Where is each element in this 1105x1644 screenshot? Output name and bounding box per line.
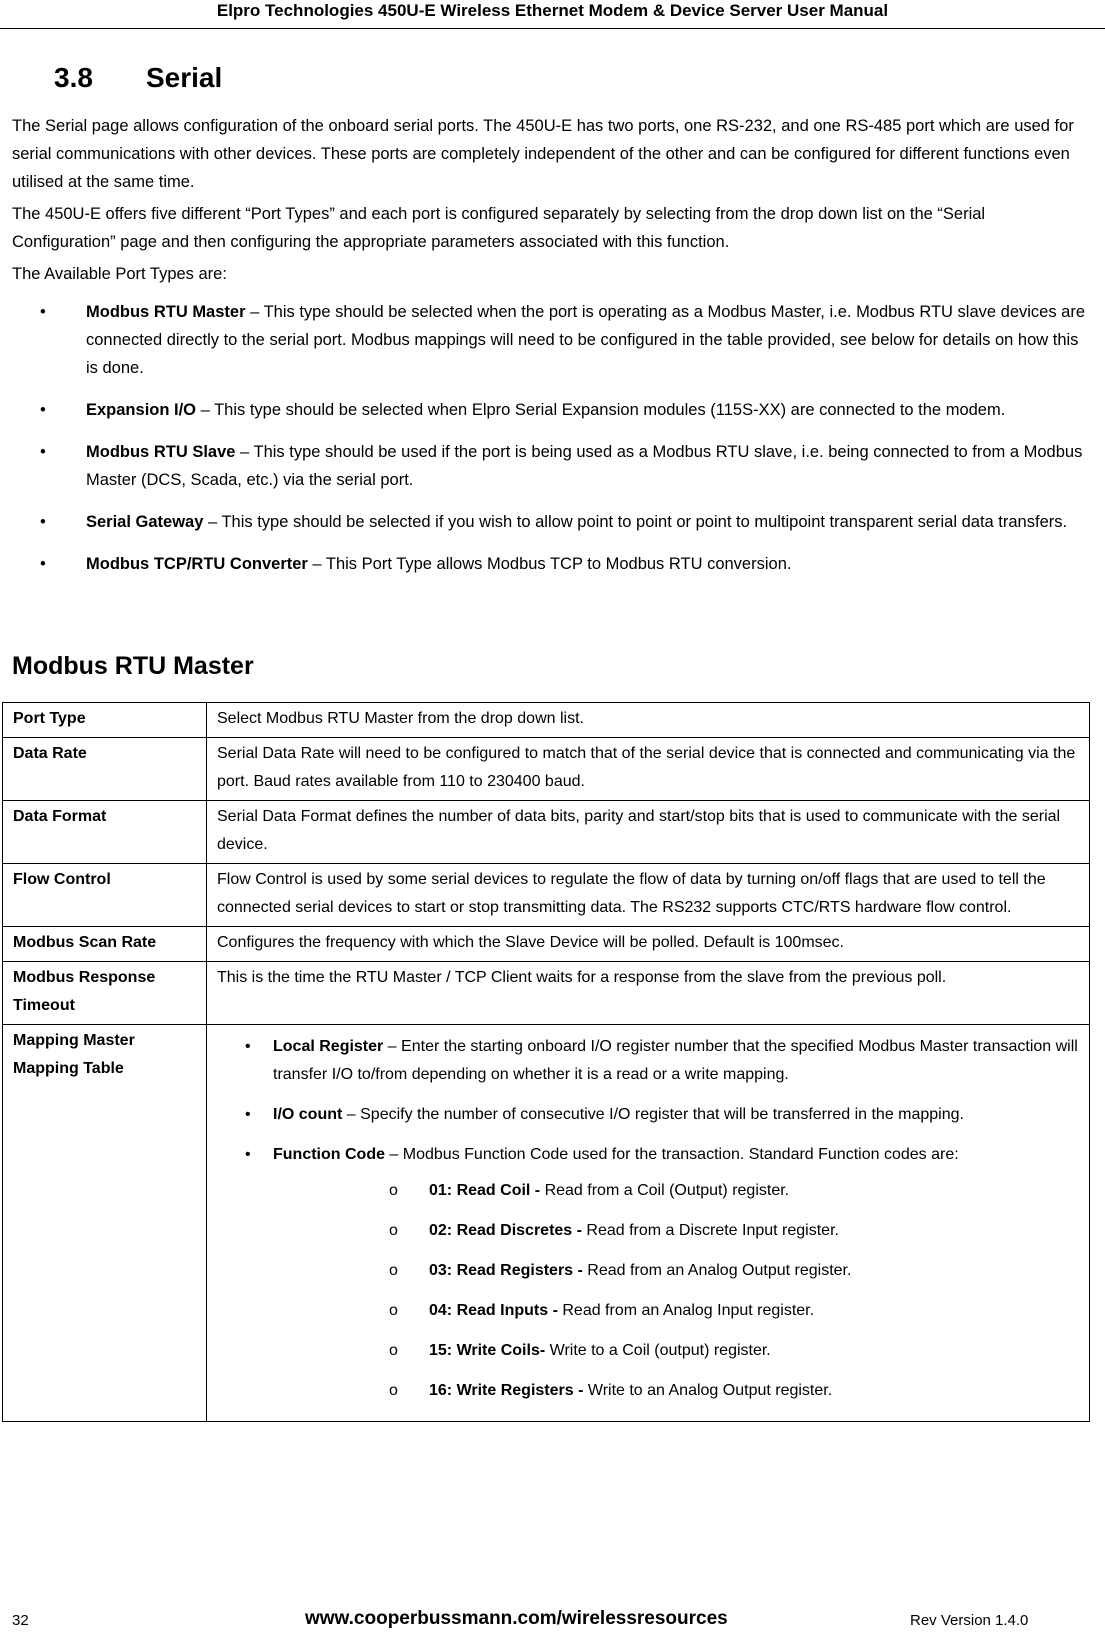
subsection-title: Modbus RTU Master — [12, 652, 254, 680]
row-value: Serial Data Format defines the number of data bits, parity and start/stop bits that is used to communicate with the serial device. — [207, 801, 1090, 864]
list-item — [12, 550, 1092, 578]
bullet-icon: • — [245, 1146, 251, 1163]
code-desc: Write to a Coil (output) register. — [549, 1342, 771, 1359]
paragraph: The Serial page allows configuration of the onboard serial ports. The 450U-E has two ports, one RS-232, and one RS-485 port which are used for serial communications with other devices. These ports are completely independent of the other and can be configured for different functions even utilised at the same time. — [12, 117, 1074, 191]
code-name: 16: Write Registers - — [429, 1382, 588, 1399]
function-codes-list — [273, 1177, 1079, 1405]
table-row — [3, 962, 1090, 1025]
circle-bullet-icon: o — [389, 1262, 398, 1279]
port-type-desc: – This type should be selected if you wish to allow point to point or point to multipoint transparent serial data transfers. — [203, 513, 1068, 531]
page-footer — [0, 1608, 1105, 1638]
field-desc: – Modbus Function Code used for the transaction. Standard Function codes are: — [384, 1146, 959, 1163]
code-desc: Read from an Analog Input register. — [562, 1302, 815, 1319]
code-desc: Write to an Analog Output register. — [587, 1382, 833, 1399]
port-type-name: Modbus RTU Slave — [86, 443, 236, 461]
list-item — [217, 1101, 1079, 1129]
list-item — [12, 508, 1092, 536]
code-name: 04: Read Inputs - — [429, 1302, 563, 1319]
settings-table — [2, 702, 1090, 1422]
intro-body — [12, 112, 1092, 592]
port-type-name: Modbus TCP/RTU Converter — [86, 555, 308, 573]
bullet-icon: • — [245, 1106, 251, 1123]
row-key: Flow Control — [3, 864, 207, 927]
field-name: Local Register — [273, 1038, 384, 1055]
row-value: Select Modbus RTU Master from the drop down list. — [207, 703, 1090, 738]
row-key: Modbus Response Timeout — [3, 962, 207, 1025]
row-key: Modbus Scan Rate — [3, 927, 207, 962]
section-number: 3.8 — [54, 62, 93, 93]
row-key: Data Format — [3, 801, 207, 864]
list-item — [273, 1297, 1079, 1325]
list-item — [273, 1337, 1079, 1365]
revision-label: Rev Version 1.4.0 — [910, 1612, 1029, 1629]
field-desc: – Specify the number of consecutive I/O register that will be transferred in the mapping. — [342, 1106, 964, 1123]
list-item — [273, 1177, 1079, 1205]
mapping-fields-list — [217, 1033, 1079, 1405]
port-type-name: Serial Gateway — [86, 513, 204, 531]
code-name: 02: Read Discretes - — [429, 1222, 587, 1239]
row-key: Port Type — [3, 703, 207, 738]
circle-bullet-icon: o — [389, 1302, 398, 1319]
row-key: Mapping Master Mapping Table — [3, 1025, 207, 1422]
circle-bullet-icon: o — [389, 1382, 398, 1399]
row-value — [207, 1025, 1090, 1422]
code-desc: Read from an Analog Output register. — [587, 1262, 852, 1279]
table-row — [3, 1025, 1090, 1422]
field-name: Function Code — [273, 1146, 385, 1163]
section-heading — [54, 62, 222, 94]
page-number: 32 — [12, 1612, 29, 1629]
table-row — [3, 703, 1090, 738]
port-type-name: Expansion I/O — [86, 401, 197, 419]
list-item — [12, 298, 1092, 382]
code-name: 01: Read Coil - — [429, 1182, 545, 1199]
circle-bullet-icon: o — [389, 1342, 398, 1359]
footer-url: www.cooperbussmann.com/wirelessresources — [305, 1608, 728, 1629]
circle-bullet-icon: o — [389, 1222, 398, 1239]
field-name: I/O count — [273, 1106, 343, 1123]
list-item — [12, 438, 1092, 494]
row-value: This is the time the RTU Master / TCP Client waits for a response from the slave from the previous poll. — [207, 962, 1090, 1025]
list-item — [217, 1141, 1079, 1405]
row-value: Serial Data Rate will need to be configured to match that of the serial device that is connected and communicating via the port. Baud rates available from 110 to 230400 baud. — [207, 738, 1090, 801]
port-type-desc: – This type should be selected when Elpro Serial Expansion modules (115S-XX) are connected to the modem. — [196, 401, 1006, 419]
port-type-desc: – This type should be used if the port is being used as a Modbus RTU slave, i.e. being connected to from a Modbus Master (DCS, Scada, etc.) via the serial port. — [86, 443, 1083, 489]
port-types-list — [12, 298, 1092, 578]
paragraph: The Available Port Types are: — [12, 265, 227, 283]
bullet-icon: • — [40, 303, 46, 321]
port-type-desc: – This type should be selected when the port is operating as a Modbus Master, i.e. Modbus RTU slave devices are connected directly to the serial port. Modbus mappings will need to be configured in the table provided, see below for details on how this is done. — [86, 303, 1086, 377]
section-title: Serial — [146, 62, 223, 93]
header-title: Elpro Technologies 450U-E Wireless Ethernet Modem & Device Server User Manual — [216, 1, 889, 20]
bullet-icon: • — [245, 1038, 251, 1055]
table-row — [3, 801, 1090, 864]
bullet-icon: • — [40, 401, 46, 419]
page-header — [0, 0, 1105, 29]
table-row — [3, 927, 1090, 962]
bullet-icon: • — [40, 555, 46, 573]
code-desc: Read from a Coil (Output) register. — [544, 1182, 790, 1199]
field-desc: – Enter the starting onboard I/O register number that the specified Modbus Master transaction will transfer I/O to/from depending on whether it is a read or a write mapping. — [273, 1038, 1078, 1083]
bullet-icon: • — [40, 513, 46, 531]
bullet-icon: • — [40, 443, 46, 461]
row-value: Flow Control is used by some serial devices to regulate the flow of data by turning on/off flags that are used to tell the connected serial devices to start or stop transmitting data. The RS232 supports CTC/RTS hardware flow control. — [207, 864, 1090, 927]
row-value: Configures the frequency with which the Slave Device will be polled. Default is 100msec. — [207, 927, 1090, 962]
row-key: Data Rate — [3, 738, 207, 801]
paragraph: The 450U-E offers five different “Port Types” and each port is configured separately by selecting from the drop down list on the “Serial Configuration” page and then configuring the appropriate parameters associated with this function. — [12, 205, 986, 251]
list-item — [217, 1033, 1079, 1089]
table-row — [3, 864, 1090, 927]
table-row — [3, 738, 1090, 801]
list-item — [273, 1257, 1079, 1285]
code-name: 03: Read Registers - — [429, 1262, 588, 1279]
code-desc: Read from a Discrete Input register. — [586, 1222, 839, 1239]
list-item — [12, 396, 1092, 424]
port-type-desc: – This Port Type allows Modbus TCP to Modbus RTU conversion. — [307, 555, 792, 573]
list-item — [273, 1217, 1079, 1245]
code-name: 15: Write Coils- — [429, 1342, 550, 1359]
list-item — [273, 1377, 1079, 1405]
circle-bullet-icon: o — [389, 1182, 398, 1199]
port-type-name: Modbus RTU Master — [86, 303, 246, 321]
